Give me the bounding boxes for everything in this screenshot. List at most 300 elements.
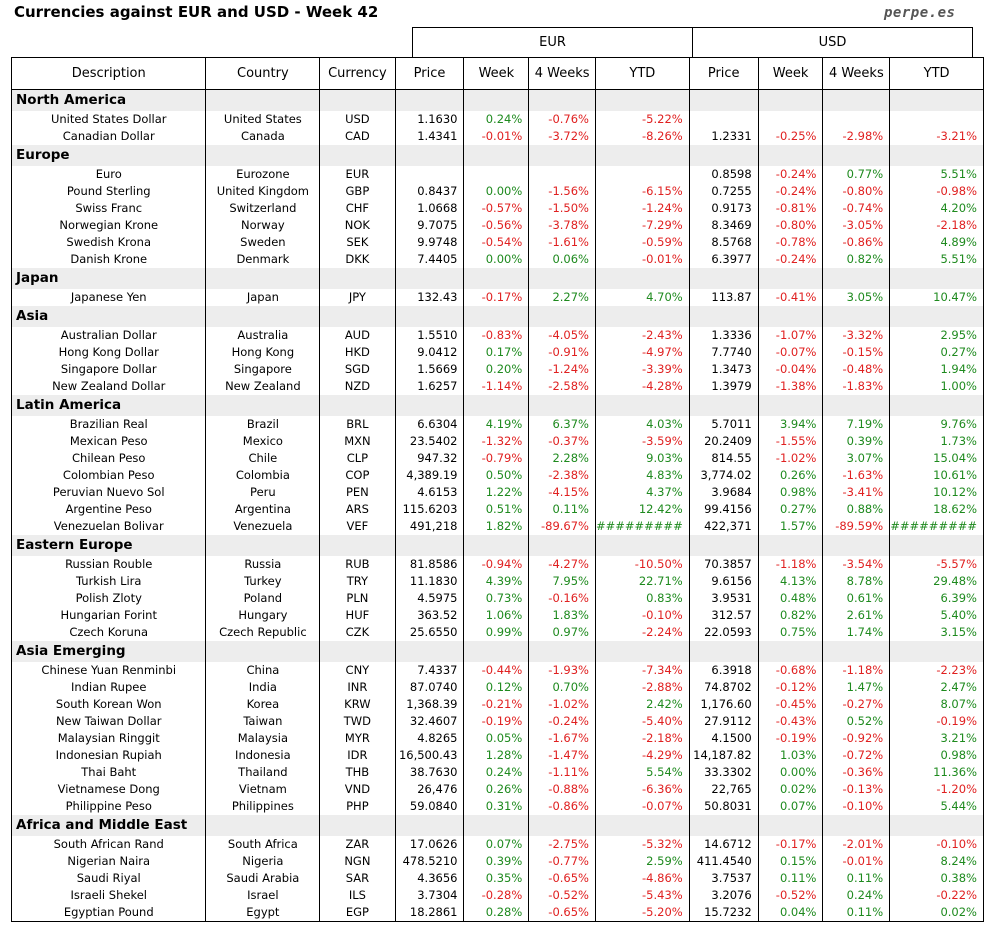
table-row	[12, 713, 984, 730]
cell-usd-4weeks: -0.72%	[823, 747, 890, 764]
section-fill-cell	[758, 641, 823, 662]
cell-usd-ytd: 0.98%	[890, 747, 984, 764]
cell-usd-price: 0.9173	[689, 200, 758, 217]
cell-usd-ytd: 8.24%	[890, 853, 984, 870]
cell-eur-ytd: 22.71%	[595, 573, 689, 590]
cell-eur-4weeks: -0.91%	[529, 344, 596, 361]
section-fill-cell	[529, 535, 596, 556]
cell-currency: INR	[320, 679, 395, 696]
cell-eur-price	[395, 166, 464, 183]
cell-description: Russian Rouble	[65, 557, 153, 571]
section-fill-cell	[595, 815, 689, 836]
cell-currency: COP	[320, 467, 395, 484]
section-fill-cell	[823, 641, 890, 662]
cell-usd-price: 14.6712	[689, 836, 758, 853]
cell-usd-week: 0.98%	[758, 484, 823, 501]
section-fill-cell	[758, 145, 823, 166]
section-fill-cell	[758, 815, 823, 836]
table-row	[12, 607, 984, 624]
section-fill-cell	[890, 90, 984, 112]
cell-usd-week: -0.04%	[758, 361, 823, 378]
cell-eur-price: 25.6550	[395, 624, 464, 641]
cell-currency: PEN	[320, 484, 395, 501]
table-row	[12, 378, 984, 395]
cell-description: Chinese Yuan Renminbi	[41, 663, 177, 677]
cell-currency: HKD	[320, 344, 395, 361]
cell-country: Hong Kong	[206, 344, 320, 361]
table-row	[12, 416, 984, 433]
cell-country: Canada	[206, 128, 320, 145]
cell-usd-week: -0.78%	[758, 234, 823, 251]
cell-eur-ytd: -3.59%	[595, 433, 689, 450]
cell-eur-4weeks: 2.27%	[529, 289, 596, 306]
section-fill-cell	[464, 306, 529, 327]
cell-eur-4weeks: -1.24%	[529, 361, 596, 378]
cell-currency: CHF	[320, 200, 395, 217]
section-fill-cell	[206, 306, 320, 327]
cell-eur-week: -0.01%	[464, 128, 529, 145]
table-row	[12, 111, 984, 128]
cell-usd-price: 1.3336	[689, 327, 758, 344]
cell-usd-price: 3.2076	[689, 887, 758, 904]
section-fill-cell	[595, 395, 689, 416]
col-usd-4weeks: 4 Weeks	[823, 58, 890, 90]
cell-usd-4weeks: -0.13%	[823, 781, 890, 798]
cell-eur-week: 1.82%	[464, 518, 529, 535]
cell-eur-price: 4.6153	[395, 484, 464, 501]
cell-eur-ytd: -4.29%	[595, 747, 689, 764]
cell-usd-ytd: -3.21%	[890, 128, 984, 145]
cell-usd-ytd: -0.98%	[890, 183, 984, 200]
cell-eur-week: 0.00%	[464, 183, 529, 200]
cell-usd-week: -0.80%	[758, 217, 823, 234]
cell-description: Brazilian Real	[69, 417, 148, 431]
cell-usd-week: 0.75%	[758, 624, 823, 641]
cell-usd-price: 4.1500	[689, 730, 758, 747]
section-fill-cell	[529, 145, 596, 166]
col-eur-week: Week	[464, 58, 529, 90]
cell-currency: ZAR	[320, 836, 395, 853]
cell-usd-ytd: -2.23%	[890, 662, 984, 679]
cell-eur-week: -0.17%	[464, 289, 529, 306]
section-header-row	[12, 90, 984, 112]
col-description: Description	[12, 58, 206, 90]
cell-country: Singapore	[206, 361, 320, 378]
cell-country: Poland	[206, 590, 320, 607]
cell-country: Chile	[206, 450, 320, 467]
cell-usd-4weeks: 0.77%	[823, 166, 890, 183]
cell-usd-ytd: -1.20%	[890, 781, 984, 798]
cell-eur-4weeks: -1.67%	[529, 730, 596, 747]
table-row	[12, 166, 984, 183]
cell-eur-week: 0.31%	[464, 798, 529, 815]
table-row	[12, 128, 984, 145]
cell-country: Saudi Arabia	[206, 870, 320, 887]
column-header-row	[12, 58, 984, 90]
cell-eur-ytd: -2.18%	[595, 730, 689, 747]
cell-eur-ytd: -2.43%	[595, 327, 689, 344]
table-row	[12, 662, 984, 679]
cell-eur-week: 0.17%	[464, 344, 529, 361]
cell-usd-price: 27.9112	[689, 713, 758, 730]
cell-eur-4weeks: -0.88%	[529, 781, 596, 798]
cell-currency: RUB	[320, 556, 395, 573]
cell-usd-price: 1.3979	[689, 378, 758, 395]
cell-usd-price: 99.4156	[689, 501, 758, 518]
cell-country: Japan	[206, 289, 320, 306]
section-fill-cell	[595, 535, 689, 556]
cell-eur-price: 81.8586	[395, 556, 464, 573]
cell-eur-price: 9.7075	[395, 217, 464, 234]
table-row	[12, 573, 984, 590]
section-fill-cell	[758, 268, 823, 289]
table-row	[12, 624, 984, 641]
cell-description: Chilean Peso	[72, 451, 146, 465]
cell-eur-price: 7.4405	[395, 251, 464, 268]
cell-eur-ytd: -10.50%	[595, 556, 689, 573]
cell-usd-4weeks: 1.74%	[823, 624, 890, 641]
cell-eur-ytd: -0.01%	[595, 251, 689, 268]
cell-usd-ytd: 18.62%	[890, 501, 984, 518]
cell-currency: PLN	[320, 590, 395, 607]
cell-eur-4weeks: -0.65%	[529, 904, 596, 922]
cell-country: China	[206, 662, 320, 679]
cell-usd-price: 1.2331	[689, 128, 758, 145]
cell-eur-ytd: -0.10%	[595, 607, 689, 624]
cell-eur-week: 1.28%	[464, 747, 529, 764]
section-fill-cell	[320, 535, 395, 556]
col-usd-price: Price	[689, 58, 758, 90]
cell-eur-week: -0.54%	[464, 234, 529, 251]
cell-eur-price: 6.6304	[395, 416, 464, 433]
cell-country: Eurozone	[206, 166, 320, 183]
cell-country: Sweden	[206, 234, 320, 251]
cell-usd-4weeks: -0.48%	[823, 361, 890, 378]
section-fill-cell	[689, 815, 758, 836]
cell-eur-week: 0.51%	[464, 501, 529, 518]
section-fill-cell	[595, 145, 689, 166]
cell-eur-week: -0.57%	[464, 200, 529, 217]
cell-currency: BRL	[320, 416, 395, 433]
cell-eur-4weeks: -2.58%	[529, 378, 596, 395]
section-fill-cell	[206, 535, 320, 556]
section-name: Asia Emerging	[12, 641, 206, 662]
cell-country: Norway	[206, 217, 320, 234]
cell-usd-price: 3,774.02	[689, 467, 758, 484]
cell-eur-ytd: -4.86%	[595, 870, 689, 887]
cell-eur-week: 0.24%	[464, 764, 529, 781]
section-fill-cell	[823, 268, 890, 289]
cell-usd-ytd: 3.15%	[890, 624, 984, 641]
section-fill-cell	[890, 535, 984, 556]
cell-eur-price: 32.4607	[395, 713, 464, 730]
cell-description: Singapore Dollar	[60, 362, 157, 376]
cell-eur-price: 4,389.19	[395, 467, 464, 484]
cell-description: Japanese Yen	[70, 290, 147, 304]
cell-description: Swiss Franc	[75, 201, 143, 215]
cell-usd-ytd	[890, 111, 984, 128]
section-fill-cell	[823, 145, 890, 166]
cell-country: Indonesia	[206, 747, 320, 764]
cell-eur-week: -0.21%	[464, 696, 529, 713]
cell-usd-4weeks: -1.83%	[823, 378, 890, 395]
cell-usd-price: 74.8702	[689, 679, 758, 696]
cell-usd-week: -0.81%	[758, 200, 823, 217]
cell-eur-4weeks: 0.06%	[529, 251, 596, 268]
cell-usd-ytd: #########	[890, 518, 984, 535]
cell-usd-4weeks: 0.88%	[823, 501, 890, 518]
section-fill-cell	[395, 395, 464, 416]
cell-description: Euro	[95, 167, 122, 181]
section-fill-cell	[823, 815, 890, 836]
cell-currency: PHP	[320, 798, 395, 815]
cell-description: New Taiwan Dollar	[55, 714, 162, 728]
cell-description: Norwegian Krone	[59, 218, 159, 232]
cell-usd-4weeks: -3.41%	[823, 484, 890, 501]
cell-usd-week: -0.68%	[758, 662, 823, 679]
cell-usd-week: 3.94%	[758, 416, 823, 433]
cell-usd-week: 0.11%	[758, 870, 823, 887]
section-header-row	[12, 535, 984, 556]
cell-eur-ytd: -0.59%	[595, 234, 689, 251]
cell-usd-ytd: 8.07%	[890, 696, 984, 713]
section-fill-cell	[823, 535, 890, 556]
cell-country: New Zealand	[206, 378, 320, 395]
cell-usd-ytd: -0.10%	[890, 836, 984, 853]
cell-eur-ytd: -3.39%	[595, 361, 689, 378]
cell-usd-week: -0.43%	[758, 713, 823, 730]
section-fill-cell	[320, 395, 395, 416]
cell-eur-week: 0.50%	[464, 467, 529, 484]
cell-description: Canadian Dollar	[62, 129, 155, 143]
cell-eur-week: 0.00%	[464, 251, 529, 268]
section-header-row	[12, 815, 984, 836]
cell-eur-ytd: 4.83%	[595, 467, 689, 484]
cell-eur-week: -0.56%	[464, 217, 529, 234]
cell-eur-4weeks: 7.95%	[529, 573, 596, 590]
cell-usd-price: 312.57	[689, 607, 758, 624]
section-fill-cell	[464, 395, 529, 416]
cell-eur-4weeks: -1.93%	[529, 662, 596, 679]
cell-description: Danish Krone	[70, 252, 148, 266]
cell-usd-price: 6.3977	[689, 251, 758, 268]
cell-usd-4weeks: 7.19%	[823, 416, 890, 433]
cell-description: Peruvian Nuevo Sol	[52, 485, 165, 499]
cell-usd-ytd: 0.02%	[890, 904, 984, 922]
section-fill-cell	[823, 90, 890, 112]
cell-eur-price: 3.7304	[395, 887, 464, 904]
cell-usd-week: -0.24%	[758, 166, 823, 183]
cell-currency: SGD	[320, 361, 395, 378]
cell-usd-week: -0.24%	[758, 183, 823, 200]
cell-eur-4weeks: 1.83%	[529, 607, 596, 624]
cell-description: Hong Kong Dollar	[58, 345, 159, 359]
cell-eur-4weeks: -2.38%	[529, 467, 596, 484]
cell-currency: DKK	[320, 251, 395, 268]
cell-usd-week: -0.25%	[758, 128, 823, 145]
cell-usd-week: -1.02%	[758, 450, 823, 467]
cell-eur-4weeks: 2.28%	[529, 450, 596, 467]
table-row	[12, 433, 984, 450]
cell-eur-4weeks: -1.50%	[529, 200, 596, 217]
cell-usd-4weeks: -1.18%	[823, 662, 890, 679]
cell-eur-ytd: 12.42%	[595, 501, 689, 518]
cell-currency: GBP	[320, 183, 395, 200]
cell-description: South African Rand	[53, 837, 164, 851]
table-row	[12, 836, 984, 853]
section-fill-cell	[395, 641, 464, 662]
section-fill-cell	[464, 641, 529, 662]
cell-currency: CAD	[320, 128, 395, 145]
cell-usd-week: 0.04%	[758, 904, 823, 922]
cell-currency: AUD	[320, 327, 395, 344]
cell-eur-price: 1.4341	[395, 128, 464, 145]
cell-usd-price: 1,176.60	[689, 696, 758, 713]
cell-eur-price: 4.5975	[395, 590, 464, 607]
cell-usd-week: 0.07%	[758, 798, 823, 815]
cell-currency: THB	[320, 764, 395, 781]
cell-eur-4weeks: -0.77%	[529, 853, 596, 870]
cell-country: Nigeria	[206, 853, 320, 870]
cell-country: Peru	[206, 484, 320, 501]
cell-description: Pound Sterling	[66, 184, 151, 198]
section-fill-cell	[464, 268, 529, 289]
cell-usd-price: 8.3469	[689, 217, 758, 234]
cell-usd-4weeks: 0.82%	[823, 251, 890, 268]
cell-usd-4weeks	[823, 111, 890, 128]
section-fill-cell	[320, 268, 395, 289]
cell-usd-week: -0.52%	[758, 887, 823, 904]
cell-currency: NZD	[320, 378, 395, 395]
cell-usd-4weeks: -2.98%	[823, 128, 890, 145]
cell-usd-4weeks: 0.11%	[823, 870, 890, 887]
cell-country: South Africa	[206, 836, 320, 853]
section-fill-cell	[395, 145, 464, 166]
cell-usd-ytd: 29.48%	[890, 573, 984, 590]
cell-usd-ytd: 10.61%	[890, 467, 984, 484]
cell-usd-4weeks: -0.86%	[823, 234, 890, 251]
cell-usd-week: -0.41%	[758, 289, 823, 306]
cell-usd-4weeks: -0.01%	[823, 853, 890, 870]
section-header-row	[12, 641, 984, 662]
cell-country: Czech Republic	[206, 624, 320, 641]
cell-description: Saudi Riyal	[76, 871, 141, 885]
cell-usd-4weeks: 0.61%	[823, 590, 890, 607]
cell-country: Malaysia	[206, 730, 320, 747]
cell-eur-week: 0.39%	[464, 853, 529, 870]
cell-eur-ytd: 0.83%	[595, 590, 689, 607]
table-row	[12, 361, 984, 378]
cell-usd-4weeks: -3.05%	[823, 217, 890, 234]
cell-eur-week: 4.39%	[464, 573, 529, 590]
cell-eur-ytd: -8.26%	[595, 128, 689, 145]
cell-usd-4weeks: 3.05%	[823, 289, 890, 306]
cell-eur-week: -0.28%	[464, 887, 529, 904]
table-body	[12, 90, 984, 922]
section-fill-cell	[890, 306, 984, 327]
page-title: Currencies against EUR and USD - Week 42	[14, 3, 379, 21]
usd-group-header: USD	[692, 27, 973, 57]
cell-eur-4weeks: -0.16%	[529, 590, 596, 607]
cell-usd-4weeks: 0.24%	[823, 887, 890, 904]
cell-eur-ytd: -5.40%	[595, 713, 689, 730]
cell-usd-ytd: 15.04%	[890, 450, 984, 467]
cell-description: Egyptian Pound	[63, 905, 154, 919]
col-usd-week: Week	[758, 58, 823, 90]
cell-eur-week: 0.24%	[464, 111, 529, 128]
eur-group-header: EUR	[412, 27, 693, 57]
cell-eur-week: 0.12%	[464, 679, 529, 696]
section-fill-cell	[689, 395, 758, 416]
cell-eur-price: 87.0740	[395, 679, 464, 696]
cell-eur-ytd: 2.42%	[595, 696, 689, 713]
currency-table	[11, 57, 984, 922]
section-fill-cell	[395, 306, 464, 327]
cell-usd-ytd: -2.18%	[890, 217, 984, 234]
cell-country: United Kingdom	[206, 183, 320, 200]
cell-usd-4weeks: -0.80%	[823, 183, 890, 200]
section-fill-cell	[395, 815, 464, 836]
table-row	[12, 183, 984, 200]
cell-currency: KRW	[320, 696, 395, 713]
cell-country: Mexico	[206, 433, 320, 450]
cell-usd-price: 33.3302	[689, 764, 758, 781]
cell-usd-price: 20.2409	[689, 433, 758, 450]
cell-eur-ytd: 9.03%	[595, 450, 689, 467]
section-fill-cell	[395, 90, 464, 112]
cell-currency: ARS	[320, 501, 395, 518]
cell-usd-price: 7.7740	[689, 344, 758, 361]
cell-country: Argentina	[206, 501, 320, 518]
cell-eur-week: 0.26%	[464, 781, 529, 798]
cell-eur-4weeks: -1.47%	[529, 747, 596, 764]
section-fill-cell	[206, 641, 320, 662]
table-row	[12, 764, 984, 781]
cell-eur-price: 4.3656	[395, 870, 464, 887]
cell-eur-4weeks: -4.27%	[529, 556, 596, 573]
cell-usd-ytd: -0.22%	[890, 887, 984, 904]
cell-usd-4weeks: -0.92%	[823, 730, 890, 747]
section-fill-cell	[823, 395, 890, 416]
table-row	[12, 798, 984, 815]
cell-description: New Zealand Dollar	[52, 379, 166, 393]
cell-usd-week: 0.02%	[758, 781, 823, 798]
cell-country: Hungary	[206, 607, 320, 624]
cell-usd-ytd: 0.38%	[890, 870, 984, 887]
cell-usd-price: 9.6156	[689, 573, 758, 590]
section-header-row	[12, 268, 984, 289]
cell-currency: CZK	[320, 624, 395, 641]
cell-eur-week: 0.20%	[464, 361, 529, 378]
section-fill-cell	[206, 268, 320, 289]
cell-eur-4weeks: -0.65%	[529, 870, 596, 887]
table-row	[12, 289, 984, 306]
cell-description: Mexican Peso	[69, 434, 148, 448]
cell-usd-week: 1.57%	[758, 518, 823, 535]
cell-eur-ytd: -7.29%	[595, 217, 689, 234]
cell-usd-4weeks: -0.74%	[823, 200, 890, 217]
table-row	[12, 450, 984, 467]
section-fill-cell	[206, 145, 320, 166]
section-fill-cell	[595, 90, 689, 112]
section-fill-cell	[758, 395, 823, 416]
cell-eur-price: 4.8265	[395, 730, 464, 747]
cell-currency: ILS	[320, 887, 395, 904]
cell-currency: USD	[320, 111, 395, 128]
section-fill-cell	[320, 90, 395, 112]
cell-usd-4weeks: 8.78%	[823, 573, 890, 590]
cell-eur-ytd: -5.32%	[595, 836, 689, 853]
